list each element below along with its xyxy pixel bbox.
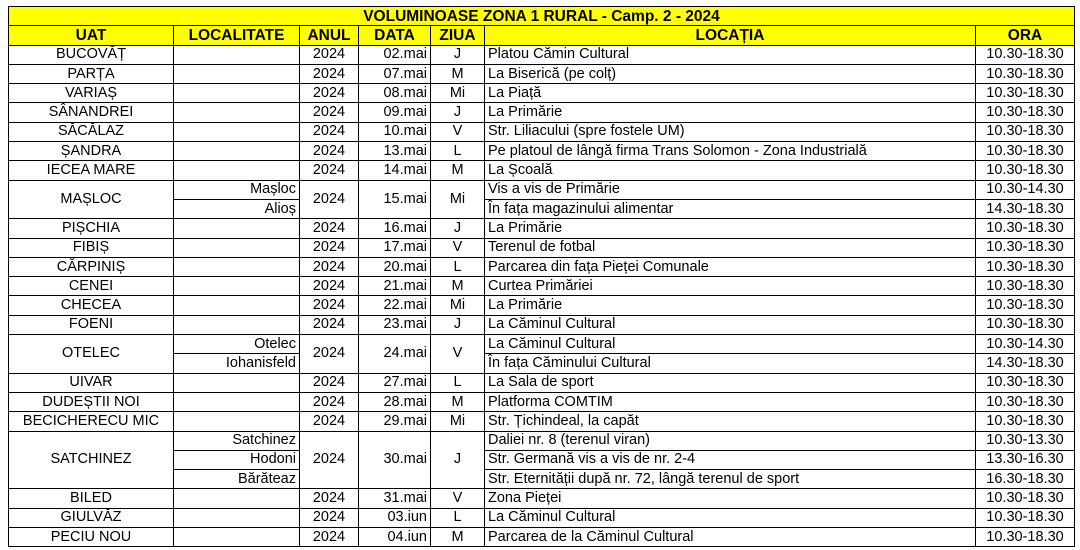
cell-uat: ȘANDRA — [9, 142, 174, 161]
cell-localitate — [174, 45, 300, 64]
cell-ziua: J — [431, 103, 485, 122]
cell-data: 14.mai — [359, 161, 431, 180]
cell-anul: 2024 — [300, 84, 359, 103]
header-locatia: LOCAȚIA — [485, 26, 976, 45]
cell-anul: 2024 — [300, 392, 359, 411]
table-row — [9, 84, 1075, 103]
cell-ziua: Mi — [431, 296, 485, 315]
table-row — [9, 122, 1075, 141]
cell-ora: 10.30-18.30 — [976, 219, 1075, 238]
cell-locatia: Str. Liliacului (spre fostele UM) — [485, 122, 976, 141]
cell-ora: 16.30-18.30 — [976, 470, 1075, 489]
cell-ziua: J — [431, 219, 485, 238]
cell-anul: 2024 — [300, 238, 359, 257]
cell-locatia: La Piață — [485, 84, 976, 103]
cell-anul: 2024 — [300, 122, 359, 141]
header-data: DATA — [359, 26, 431, 45]
cell-uat: UIVAR — [9, 373, 174, 392]
cell-data: 15.mai — [359, 180, 431, 219]
cell-locatia: La Căminul Cultural — [485, 335, 976, 354]
cell-data: 24.mai — [359, 335, 431, 374]
cell-data: 08.mai — [359, 84, 431, 103]
cell-anul: 2024 — [300, 277, 359, 296]
cell-localitate: Satchinez — [174, 431, 300, 450]
table-row — [9, 103, 1075, 122]
cell-ora: 10.30-18.30 — [976, 277, 1075, 296]
cell-anul: 2024 — [300, 103, 359, 122]
cell-localitate — [174, 528, 300, 547]
cell-localitate — [174, 84, 300, 103]
cell-anul: 2024 — [300, 431, 359, 489]
table-row — [9, 508, 1075, 527]
header-localitate: LOCALITATE — [174, 26, 300, 45]
cell-localitate — [174, 122, 300, 141]
cell-locatia: Terenul de fotbal — [485, 238, 976, 257]
cell-locatia: La Primărie — [485, 296, 976, 315]
cell-uat: OTELEC — [9, 335, 174, 374]
cell-ora: 10.30-18.30 — [976, 296, 1075, 315]
cell-ora: 10.30-18.30 — [976, 257, 1075, 276]
cell-localitate — [174, 392, 300, 411]
cell-locatia: Pe platoul de lângă firma Trans Solomon - Zona Industrială — [485, 142, 976, 161]
cell-ziua: Mi — [431, 180, 485, 219]
cell-ora: 10.30-13.30 — [976, 431, 1075, 450]
cell-uat: MAȘLOC — [9, 180, 174, 219]
cell-localitate — [174, 103, 300, 122]
cell-data: 20.mai — [359, 257, 431, 276]
cell-localitate — [174, 508, 300, 527]
cell-ziua: M — [431, 64, 485, 83]
cell-uat: BECICHERECU MIC — [9, 412, 174, 431]
table-row — [9, 180, 1075, 199]
cell-ziua: M — [431, 277, 485, 296]
table-row — [9, 431, 1075, 450]
cell-locatia: Zona Pieței — [485, 489, 976, 508]
cell-data: 31.mai — [359, 489, 431, 508]
table-row — [9, 64, 1075, 83]
cell-localitate — [174, 257, 300, 276]
cell-locatia: Vis a vis de Primărie — [485, 180, 976, 199]
cell-ziua: Mi — [431, 84, 485, 103]
cell-locatia: La Căminul Cultural — [485, 508, 976, 527]
cell-ziua: L — [431, 508, 485, 527]
cell-anul: 2024 — [300, 528, 359, 547]
header-ora: ORA — [976, 26, 1075, 45]
cell-ziua: L — [431, 373, 485, 392]
cell-uat: PECIU NOU — [9, 528, 174, 547]
cell-anul: 2024 — [300, 161, 359, 180]
cell-ora: 10.30-18.30 — [976, 238, 1075, 257]
cell-anul: 2024 — [300, 489, 359, 508]
cell-localitate — [174, 161, 300, 180]
cell-data: 10.mai — [359, 122, 431, 141]
cell-ora: 13.30-16.30 — [976, 450, 1075, 469]
cell-localitate: Otelec — [174, 335, 300, 354]
cell-locatia: La Sala de sport — [485, 373, 976, 392]
table-row — [9, 238, 1075, 257]
cell-ora: 14.30-18.30 — [976, 199, 1075, 218]
cell-anul: 2024 — [300, 296, 359, 315]
table-row — [9, 142, 1075, 161]
table-row — [9, 219, 1075, 238]
cell-ora: 10.30-18.30 — [976, 373, 1075, 392]
cell-locatia: Str. Țichindeal, la capăt — [485, 412, 976, 431]
cell-ziua: M — [431, 161, 485, 180]
cell-locatia: La Căminul Cultural — [485, 315, 976, 334]
cell-localitate — [174, 64, 300, 83]
cell-anul: 2024 — [300, 257, 359, 276]
cell-uat: BUCOVĂȚ — [9, 45, 174, 64]
cell-ziua: J — [431, 45, 485, 64]
table-row — [9, 296, 1075, 315]
cell-uat: SÂNANDREI — [9, 103, 174, 122]
cell-ziua: M — [431, 392, 485, 411]
cell-ora: 10.30-18.30 — [976, 103, 1075, 122]
cell-uat: BILED — [9, 489, 174, 508]
table-row — [9, 373, 1075, 392]
cell-data: 27.mai — [359, 373, 431, 392]
cell-ora: 10.30-18.30 — [976, 64, 1075, 83]
cell-anul: 2024 — [300, 373, 359, 392]
cell-ora: 10.30-18.30 — [976, 508, 1075, 527]
cell-anul: 2024 — [300, 219, 359, 238]
cell-ora: 10.30-18.30 — [976, 489, 1075, 508]
cell-locatia: În fața Căminului Cultural — [485, 354, 976, 373]
table-row — [9, 412, 1075, 431]
cell-ora: 10.30-18.30 — [976, 122, 1075, 141]
cell-anul: 2024 — [300, 45, 359, 64]
cell-uat: CHECEA — [9, 296, 174, 315]
cell-locatia: În fața magazinului alimentar — [485, 199, 976, 218]
cell-localitate — [174, 296, 300, 315]
cell-ziua: V — [431, 335, 485, 374]
table-title: VOLUMINOASE ZONA 1 RURAL - Camp. 2 - 2024 — [9, 7, 1075, 26]
header-row — [9, 26, 1075, 45]
cell-locatia: Daliei nr. 8 (terenul viran) — [485, 431, 976, 450]
cell-uat: SĂCĂLAZ — [9, 122, 174, 141]
cell-locatia: La Primărie — [485, 219, 976, 238]
header-anul: ANUL — [300, 26, 359, 45]
cell-data: 16.mai — [359, 219, 431, 238]
cell-locatia: Str. Eternității după nr. 72, lângă terenul de sport — [485, 470, 976, 489]
cell-localitate — [174, 277, 300, 296]
table-row — [9, 392, 1075, 411]
cell-locatia: Platou Cămin Cultural — [485, 45, 976, 64]
table-row — [9, 489, 1075, 508]
cell-ora: 10.30-14.30 — [976, 335, 1075, 354]
cell-locatia: Parcarea de la Căminul Cultural — [485, 528, 976, 547]
cell-anul: 2024 — [300, 180, 359, 219]
cell-data: 03.iun — [359, 508, 431, 527]
cell-uat: CENEI — [9, 277, 174, 296]
cell-locatia: Curtea Primăriei — [485, 277, 976, 296]
cell-ziua: J — [431, 315, 485, 334]
cell-data: 07.mai — [359, 64, 431, 83]
table-row — [9, 528, 1075, 547]
cell-locatia: Parcarea din fața Pieței Comunale — [485, 257, 976, 276]
cell-uat: SATCHINEZ — [9, 431, 174, 489]
cell-ora: 10.30-14.30 — [976, 180, 1075, 199]
table-row — [9, 277, 1075, 296]
cell-ziua: M — [431, 528, 485, 547]
header-ziua: ZIUA — [431, 26, 485, 45]
cell-localitate: Hodoni — [174, 450, 300, 469]
cell-ora: 10.30-18.30 — [976, 45, 1075, 64]
cell-data: 21.mai — [359, 277, 431, 296]
cell-localitate — [174, 315, 300, 334]
cell-uat: PARȚA — [9, 64, 174, 83]
table-row — [9, 161, 1075, 180]
cell-ziua: V — [431, 238, 485, 257]
cell-ora: 10.30-18.30 — [976, 392, 1075, 411]
table-row — [9, 45, 1075, 64]
cell-data: 02.mai — [359, 45, 431, 64]
cell-uat: DUDEȘTII NOI — [9, 392, 174, 411]
cell-ora: 10.30-18.30 — [976, 161, 1075, 180]
cell-locatia: Str. Germană vis a vis de nr. 2-4 — [485, 450, 976, 469]
table-body — [9, 45, 1075, 547]
cell-localitate — [174, 238, 300, 257]
schedule-table-wrapper — [8, 6, 1075, 547]
cell-anul: 2024 — [300, 335, 359, 374]
cell-locatia: La Școală — [485, 161, 976, 180]
cell-anul: 2024 — [300, 508, 359, 527]
cell-localitate — [174, 373, 300, 392]
cell-ora: 10.30-18.30 — [976, 528, 1075, 547]
cell-ziua: V — [431, 122, 485, 141]
cell-uat: FOENI — [9, 315, 174, 334]
cell-ora: 14.30-18.30 — [976, 354, 1075, 373]
cell-uat: GIULVĂZ — [9, 508, 174, 527]
cell-localitate — [174, 489, 300, 508]
cell-anul: 2024 — [300, 315, 359, 334]
cell-ora: 10.30-18.30 — [976, 84, 1075, 103]
cell-locatia: La Primărie — [485, 103, 976, 122]
cell-uat: FIBIȘ — [9, 238, 174, 257]
cell-localitate: Alioș — [174, 199, 300, 218]
cell-uat: CĂRPINIȘ — [9, 257, 174, 276]
cell-data: 22.mai — [359, 296, 431, 315]
table-row — [9, 335, 1075, 354]
cell-localitate — [174, 412, 300, 431]
cell-localitate: Mașloc — [174, 180, 300, 199]
cell-data: 23.mai — [359, 315, 431, 334]
table-row — [9, 315, 1075, 334]
cell-data: 28.mai — [359, 392, 431, 411]
cell-anul: 2024 — [300, 412, 359, 431]
cell-uat: VARIAȘ — [9, 84, 174, 103]
cell-ziua: L — [431, 142, 485, 161]
cell-uat: PIȘCHIA — [9, 219, 174, 238]
cell-ziua: J — [431, 431, 485, 489]
cell-ora: 10.30-18.30 — [976, 315, 1075, 334]
cell-ziua: L — [431, 257, 485, 276]
cell-data: 29.mai — [359, 412, 431, 431]
cell-uat: IECEA MARE — [9, 161, 174, 180]
cell-data: 09.mai — [359, 103, 431, 122]
cell-data: 13.mai — [359, 142, 431, 161]
cell-ziua: Mi — [431, 412, 485, 431]
header-uat: UAT — [9, 26, 174, 45]
table-row — [9, 257, 1075, 276]
cell-ora: 10.30-18.30 — [976, 412, 1075, 431]
cell-localitate: Bărăteaz — [174, 470, 300, 489]
cell-data: 04.iun — [359, 528, 431, 547]
cell-anul: 2024 — [300, 142, 359, 161]
cell-localitate — [174, 219, 300, 238]
title-row — [9, 7, 1075, 26]
cell-data: 30.mai — [359, 431, 431, 489]
cell-data: 17.mai — [359, 238, 431, 257]
cell-localitate — [174, 142, 300, 161]
cell-localitate: Iohanisfeld — [174, 354, 300, 373]
cell-anul: 2024 — [300, 64, 359, 83]
schedule-table — [8, 6, 1075, 547]
cell-locatia: La Biserică (pe colț) — [485, 64, 976, 83]
cell-locatia: Platforma COMTIM — [485, 392, 976, 411]
cell-ziua: V — [431, 489, 485, 508]
cell-ora: 10.30-18.30 — [976, 142, 1075, 161]
